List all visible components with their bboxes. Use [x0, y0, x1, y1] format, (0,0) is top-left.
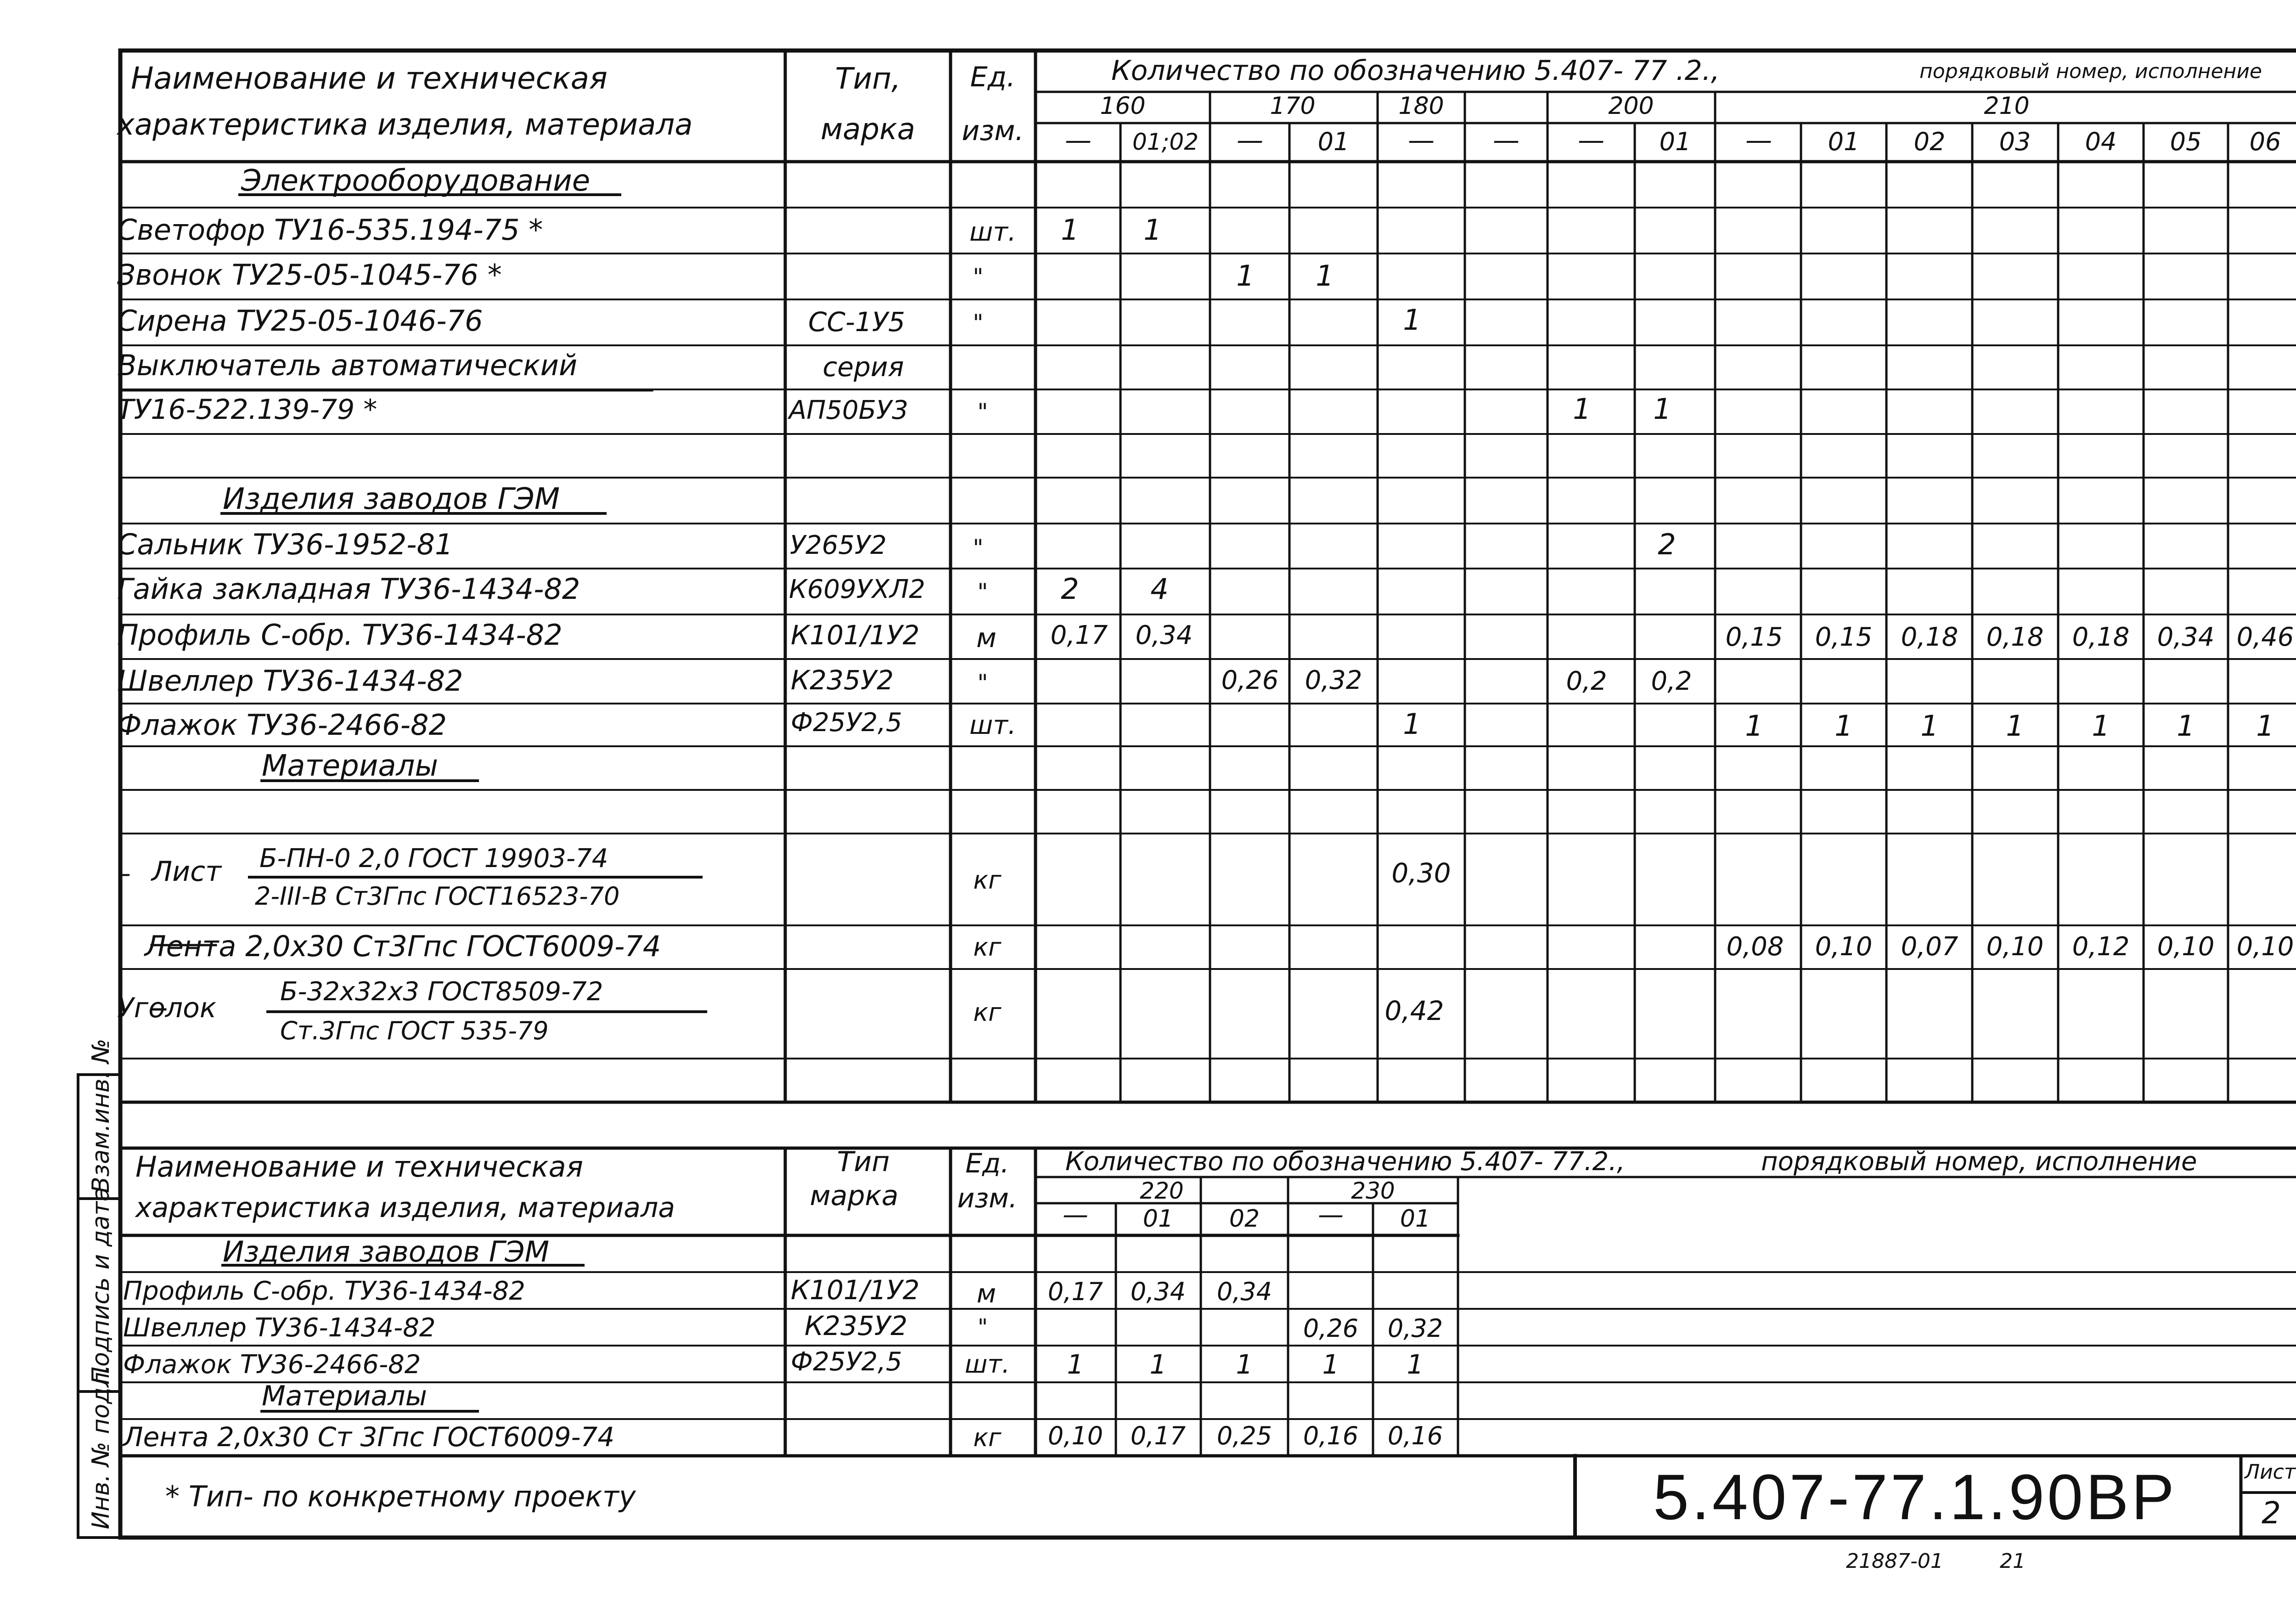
- row-gaika-type: К609УХЛ2: [789, 575, 925, 604]
- sub-210-06: 06: [2249, 127, 2281, 156]
- sub-200-base: —: [1578, 124, 1604, 156]
- sub-blank-base: —: [1493, 124, 1519, 156]
- mat-list-numerator: Б-ПН-0 2,0 ГОСТ 19903-74: [259, 844, 608, 873]
- row-shveller-v200: 0,2: [1566, 666, 1607, 696]
- row-svetofor-name: Светофор ТУ16-535.194-75 *: [117, 213, 543, 247]
- mat-ugolok-unit: кг: [973, 998, 1002, 1027]
- lower-shveller-v230: 0,26: [1303, 1314, 1359, 1343]
- row-flazhok-v210-03: 1: [2006, 709, 2024, 743]
- upper-header-unit-2: изм.: [962, 115, 1024, 147]
- footnote: * Тип- по конкретному проекту: [165, 1480, 636, 1513]
- lower-header-name-1: Наименование и техническая: [135, 1150, 583, 1183]
- document-code: 5.407-77.1.90ВР: [1653, 1461, 2177, 1533]
- mat-ugolok-label: Уголок: [117, 992, 217, 1024]
- sub-200-01: 01: [1659, 127, 1691, 156]
- bottom-stamp-page: 21: [2000, 1549, 2026, 1573]
- row-vykl-tu-v1: 1: [1573, 392, 1591, 426]
- mat-lenta-v210-01: 0,10: [1815, 932, 1873, 962]
- mat-ugolok-v180: 0,42: [1384, 995, 1444, 1026]
- lower-lenta-v220-01: 0,17: [1130, 1421, 1186, 1450]
- sub-160-0102: 01;02: [1132, 129, 1199, 155]
- lower-profil-v220-01: 0,34: [1130, 1277, 1186, 1306]
- row-sirena-type: СС-1У5: [808, 306, 906, 338]
- row-profil-type: К101/1У2: [791, 620, 920, 651]
- row-profil-v210-01: 0,15: [1815, 622, 1873, 652]
- row-flazhok-v210-01: 1: [1835, 709, 1853, 743]
- mat-lenta-v210: 0,08: [1726, 932, 1784, 962]
- upper-header-name-1: Наименование и техническая: [131, 61, 608, 96]
- mat-ugolok-fraction-bar: [266, 1010, 707, 1013]
- sheet-label: Лист: [2245, 1460, 2296, 1484]
- upper-header-type-2: марка: [821, 113, 915, 146]
- lower-lenta-name: Лента 2,0х30 Ст 3Гпс ГОСТ6009-74: [123, 1421, 615, 1453]
- lower-sub-220-base: —: [1063, 1200, 1088, 1230]
- row-gaika-v2: 4: [1150, 572, 1169, 606]
- row-profil-name: Профиль С-обр. ТУ36-1434-82: [117, 618, 563, 652]
- row-profil-v160: 0,17: [1050, 620, 1108, 650]
- mat-lenta-name: Лента 2,0х30 Ст3Гпс ГОСТ6009-74: [145, 930, 661, 963]
- upper-header-name-2: характеристика изделия, материала: [117, 108, 693, 142]
- row-salnik-v1: 2: [1658, 528, 1676, 561]
- mat-lenta-v210-05: 0,10: [2157, 932, 2215, 962]
- upper-qty-title-right: порядковый номер, исполнение: [1919, 60, 2262, 83]
- mat-lenta-v210-02: 0,07: [1901, 932, 1958, 962]
- row-flazhok-v210-02: 1: [1920, 709, 1939, 743]
- row-sirena-name: Сирена ТУ25-05-1046-76: [117, 304, 483, 338]
- row-svetofor-unit: шт.: [969, 217, 1016, 247]
- lower-sub-220-01: 01: [1142, 1205, 1174, 1233]
- lower-qty-title: Количество по обозначению 5.407- 77.2.,: [1065, 1147, 1625, 1177]
- row-salnik-unit: ": [973, 535, 984, 561]
- group-180: 180: [1398, 92, 1444, 120]
- row-flazhok-v210-05: 1: [2177, 709, 2195, 743]
- sub-180-base: —: [1408, 124, 1435, 156]
- row-svetofor-v1: 1: [1061, 213, 1079, 247]
- mat-list-label: Лист: [152, 856, 222, 888]
- section-materials-upper: Материалы: [262, 749, 438, 783]
- sub-210-04: 04: [2085, 127, 2117, 156]
- row-shveller-v200-01: 0,2: [1651, 666, 1692, 696]
- upper-header-type-1: Тип,: [835, 62, 901, 96]
- row-shveller-unit: ": [977, 670, 988, 696]
- row-vykl-tu-v2: 1: [1653, 392, 1671, 426]
- row-vykl-tu-unit: ": [977, 399, 988, 425]
- row-profil-v210: 0,15: [1725, 622, 1783, 652]
- row-profil-v210-06: 0,46: [2236, 622, 2294, 652]
- lower-flazhok-v220-02: 1: [1236, 1349, 1253, 1380]
- lower-profil-name: Профиль С-обр. ТУ36-1434-82: [123, 1276, 525, 1306]
- section-electro: Электрооборудование: [241, 164, 591, 198]
- sub-210-03: 03: [1999, 127, 2031, 156]
- row-vykl-tu-type: АП50БУ3: [789, 395, 908, 425]
- row-flazhok-type: Ф25У2,5: [791, 708, 902, 738]
- mat-lenta-v210-03: 0,10: [1986, 932, 2044, 962]
- row-sirena-unit: ": [973, 310, 984, 336]
- side-stamp-inv-podl: Инв. № подл.: [87, 1364, 115, 1529]
- lower-profil-v220-02: 0,34: [1216, 1277, 1272, 1306]
- row-svetofor-v2: 1: [1143, 213, 1162, 247]
- row-flazhok-v210-06: 1: [2256, 709, 2274, 743]
- group-200: 200: [1608, 92, 1654, 120]
- lower-sub-230-base: —: [1318, 1200, 1344, 1230]
- lower-flazhok-v220: 1: [1067, 1349, 1084, 1380]
- lower-header-type-2: марка: [810, 1180, 899, 1212]
- sheet-number: 2: [2262, 1495, 2281, 1531]
- lower-group-220: 220: [1140, 1177, 1184, 1204]
- mat-lenta-unit: кг: [973, 933, 1002, 962]
- row-zvonok-unit: ": [973, 264, 984, 290]
- row-vykl-name: Выключатель автоматический: [117, 349, 578, 382]
- row-zvonok-v1: 1: [1236, 259, 1255, 293]
- row-flazhok-name: Флажок ТУ36-2466-82: [117, 708, 447, 742]
- lower-lenta-v230: 0,16: [1303, 1421, 1359, 1450]
- lower-shveller-name: Швеллер ТУ36-1434-82: [123, 1313, 436, 1343]
- lower-lenta-v220: 0,10: [1047, 1421, 1103, 1450]
- sub-210-01: 01: [1828, 127, 1860, 156]
- lower-lenta-unit: кг: [973, 1423, 1002, 1452]
- row-gaika-v1: 2: [1061, 572, 1079, 606]
- lower-profil-unit: м: [976, 1279, 996, 1309]
- row-flazhok-unit: шт.: [969, 710, 1016, 740]
- row-profil-v210-04: 0,18: [2072, 622, 2130, 652]
- group-170: 170: [1270, 92, 1316, 120]
- mat-list-dash: –: [117, 857, 131, 890]
- row-profil-unit: м: [976, 622, 996, 654]
- upper-header-unit-1: Ед.: [970, 61, 1016, 93]
- row-salnik-name: Сальник ТУ36-1952-81: [117, 528, 453, 561]
- mat-ugolok-numerator: Б-32х32х3 ГОСТ8509-72: [280, 977, 603, 1007]
- upper-qty-title: Количество по обозначению 5.407- 77 .2.,: [1111, 55, 1720, 87]
- lower-shveller-v230-01: 0,32: [1387, 1314, 1443, 1343]
- row-flazhok-v180: 1: [1403, 707, 1421, 741]
- row-profil-v160-0102: 0,34: [1135, 620, 1193, 650]
- row-profil-v210-05: 0,34: [2157, 622, 2215, 652]
- section-gem-lower: Изделия заводов ГЭМ: [223, 1235, 550, 1268]
- row-gaika-name: Гайка закладная ТУ36-1434-82: [117, 572, 580, 606]
- row-gaika-unit: ": [977, 579, 988, 605]
- lower-sub-230-01: 01: [1400, 1205, 1431, 1233]
- lower-flazhok-v230-01: 1: [1407, 1349, 1424, 1380]
- lower-profil-v220: 0,17: [1047, 1277, 1103, 1306]
- lower-lenta-v230-01: 0,16: [1387, 1421, 1443, 1450]
- mat-list-denominator: 2-III-В Ст3Гпс ГОСТ16523-70: [255, 882, 620, 911]
- lower-shveller-unit: ": [977, 1314, 988, 1340]
- bottom-stamp-number: 21887-01: [1846, 1549, 1943, 1573]
- sub-210-base: —: [1745, 124, 1772, 156]
- lower-header-unit-2: изм.: [957, 1183, 1018, 1214]
- row-flazhok-v210-04: 1: [2092, 709, 2110, 743]
- lower-shveller-type: К235У2: [805, 1310, 908, 1341]
- row-flazhok-v210: 1: [1745, 709, 1763, 743]
- lower-header-name-2: характеристика изделия, материала: [135, 1192, 675, 1224]
- lower-flazhok-unit: шт.: [964, 1350, 1010, 1379]
- sub-170-01: 01: [1317, 127, 1350, 156]
- sub-210-05: 05: [2170, 127, 2202, 156]
- row-profil-v210-02: 0,18: [1901, 622, 1958, 652]
- lower-qty-title-right: порядковый номер, исполнение: [1761, 1147, 2197, 1177]
- row-zvonok-name: Звонок ТУ25-05-1045-76 *: [117, 258, 502, 292]
- lower-flazhok-name: Флажок ТУ36-2466-82: [123, 1350, 421, 1380]
- group-210: 210: [1984, 92, 2030, 120]
- side-stamp-vzam: Взам.инв. №: [87, 1038, 115, 1193]
- row-zvonok-v2: 1: [1316, 259, 1334, 293]
- mat-ugolok-denominator: Ст.3Гпс ГОСТ 535-79: [280, 1016, 549, 1045]
- lower-lenta-v220-02: 0,25: [1216, 1421, 1272, 1450]
- lower-group-230: 230: [1351, 1177, 1395, 1204]
- lower-sub-220-02: 02: [1229, 1205, 1260, 1233]
- sub-160-base: —: [1065, 124, 1092, 156]
- row-shveller-v170: 0,26: [1221, 665, 1279, 695]
- row-shveller-type: К235У2: [791, 665, 894, 696]
- row-vykl-tu-name: ТУ16-522.139-79 *: [117, 394, 377, 426]
- sub-170-base: —: [1237, 124, 1263, 156]
- mat-list-unit: кг: [973, 866, 1002, 895]
- section-gem-upper: Изделия заводов ГЭМ: [223, 482, 560, 516]
- row-sirena-v1: 1: [1403, 303, 1421, 337]
- row-shveller-v170-01: 0,32: [1305, 665, 1362, 695]
- section-materials-lower: Материалы: [262, 1380, 427, 1412]
- lower-flazhok-type: Ф25У2,5: [791, 1347, 902, 1377]
- lower-flazhok-v230: 1: [1322, 1349, 1339, 1380]
- mat-list-v180: 0,30: [1391, 857, 1451, 889]
- side-stamp-signature: Подпись и дата: [87, 1187, 115, 1385]
- lower-flazhok-v220-01: 1: [1149, 1349, 1167, 1380]
- mat-lenta-v210-04: 0,12: [2072, 932, 2130, 962]
- row-shveller-name: Швеллер ТУ36-1434-82: [117, 664, 463, 698]
- row-vykl-type: серия: [822, 351, 904, 383]
- group-160: 160: [1100, 92, 1146, 120]
- lower-header-type-1: Тип: [837, 1146, 890, 1178]
- row-salnik-type: У265У2: [790, 530, 887, 560]
- lower-profil-type: К101/1У2: [791, 1274, 920, 1306]
- mat-list-fraction-bar: [248, 876, 703, 879]
- sub-210-02: 02: [1913, 127, 1946, 156]
- lower-header-unit-1: Ед.: [965, 1148, 1009, 1179]
- row-profil-v210-03: 0,18: [1986, 622, 2044, 652]
- mat-lenta-v210-06: 0,10: [2236, 932, 2294, 962]
